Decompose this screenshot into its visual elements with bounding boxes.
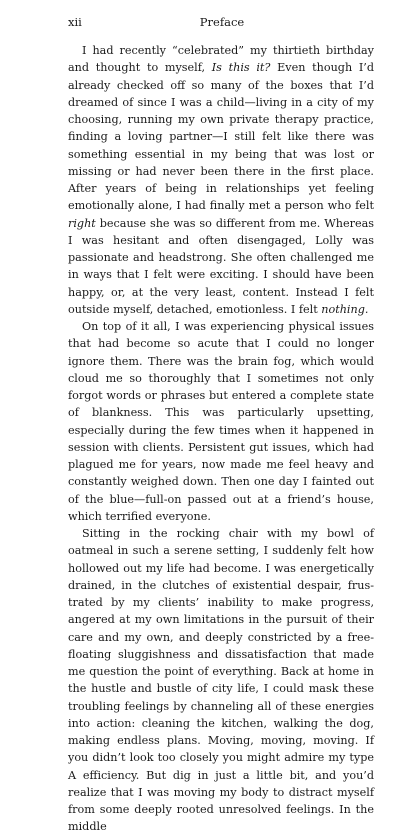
- paragraph-1-text: I had recently “celebrated” my thirtieth birthday and thought to myself,: [68, 44, 374, 75]
- paragraph-1-text: Even though I’d already checked off so many of the boxes that I’d dreamed of since I was a child—living in a city of my choosing, running my own private therapy practice, finding a loving partner—I still felt like there was something essential in my being that was lost or missing or had never been there in the first place. After years of being in relationships yet feeling emotionally alone, I had finally met a person who felt: [68, 61, 374, 213]
- paragraph-1-emphasis: right: [68, 216, 96, 230]
- paragraph-1: [68, 42, 374, 318]
- body-text: [68, 42, 374, 836]
- paragraph-3-text: Sitting in the rocking chair with my bowl of oatmeal in such a serene setting, I suddenly felt how hollowed out my life had become. I was energetically drained, in the clutches of existential despair, frustrated by my clients’ inability to make progress, angered at my own limitations in the pursuit of their care and my own, and deeply constricted by a free-floating sluggishness and dissatisfaction that made me question the point of everything. Back at home in the hustle and bustle of city life, I could mask these troubling feelings by channeling all of these energies into action: cleaning the kitchen, walking the dog, making endless plans. Moving, moving, moving. If you didn’t look too closely you might admire my type A efficiency. But dig in just a little bit, and you’d realize that I was moving my body to distract myself from some deeply rooted unresolved feelings. In the middle: [68, 527, 374, 834]
- running-head: Preface: [199, 15, 245, 29]
- paragraph-2: [68, 318, 374, 525]
- paragraph-3: [68, 525, 374, 836]
- paragraph-1-emphasis: nothing.: [321, 302, 369, 316]
- paragraph-1-emphasis: Is this it?: [211, 61, 271, 75]
- page-header: [68, 15, 376, 29]
- paragraph-1-text: because she was so different from me. Whereas I was hesitant and often disengaged, Lolly was passionate and headstrong. She often challenged me in ways that I felt were exciting. I should have been happy, or, at the very least, content. Instead I felt outside myself, detached, emotionless. I felt: [68, 216, 374, 316]
- page-number: xii: [68, 15, 82, 29]
- paragraph-2-text: On top of it all, I was experiencing physical issues that had become so acute that I could no longer ignore them. There was the brain fog, which would cloud me so thoroughly that I sometimes not only forgot words or phrases but entered a complete state of blankness. This was particularly upsetting, especially during the few times when it happened in session with clients. Persistent gut issues, which had plagued me for years, now made me feel heavy and constantly weighed down. Then one day I fainted out of the blue—full-on passed out at a friend’s house, which terrified everyone.: [68, 320, 374, 523]
